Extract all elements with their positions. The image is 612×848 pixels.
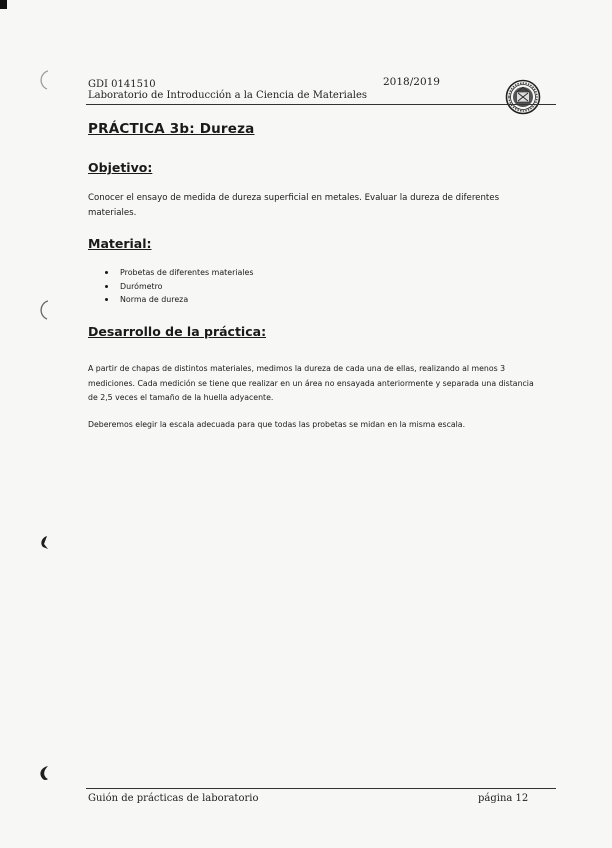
punch-hole-mark [36, 70, 50, 90]
lab-name: Laboratorio de Introducción a la Ciencia de Materiales [88, 90, 368, 101]
scan-corner-mark [0, 0, 7, 9]
material-list [104, 266, 254, 307]
header-divider [86, 104, 556, 105]
punch-hole-mark [36, 300, 50, 320]
list-item: Probetas de diferentes materiales [104, 266, 254, 280]
development-paragraph: Deberemos elegir la escala adecuada para que todas las probetas se midan en la misma escala. [88, 420, 466, 429]
academic-year: 2018/2019 [383, 76, 440, 88]
punch-hole-mark [36, 534, 50, 554]
practice-title: PRÁCTICA 3b: Dureza [88, 121, 255, 137]
development-paragraph: A partir de chapas de distintos materiales, medimos la dureza de cada una de ellas, realizando al menos 3 mediciones. Cada medición se tiene que realizar en un área no ensayada anteriormente y separada una distancia de 2,5 veces el tamaño de la huella adyacente. [88, 364, 534, 403]
objective-heading: Objetivo: [88, 160, 153, 175]
objective-text: Conocer el ensayo de medida de dureza superficial en metales. Evaluar la dureza de diferentes materiales. [88, 193, 500, 218]
page-number: página 12 [478, 793, 529, 804]
list-item: Norma de dureza [104, 293, 254, 307]
course-code: GDI 0141510 [88, 79, 156, 90]
development-heading: Desarrollo de la práctica: [88, 324, 267, 339]
footer-divider [86, 788, 556, 789]
punch-hole-mark [36, 765, 50, 785]
university-seal-icon [505, 79, 541, 115]
list-item: Durómetro [104, 280, 254, 294]
material-heading: Material: [88, 236, 152, 251]
footer-guide-title: Guión de prácticas de laboratorio [88, 793, 259, 804]
